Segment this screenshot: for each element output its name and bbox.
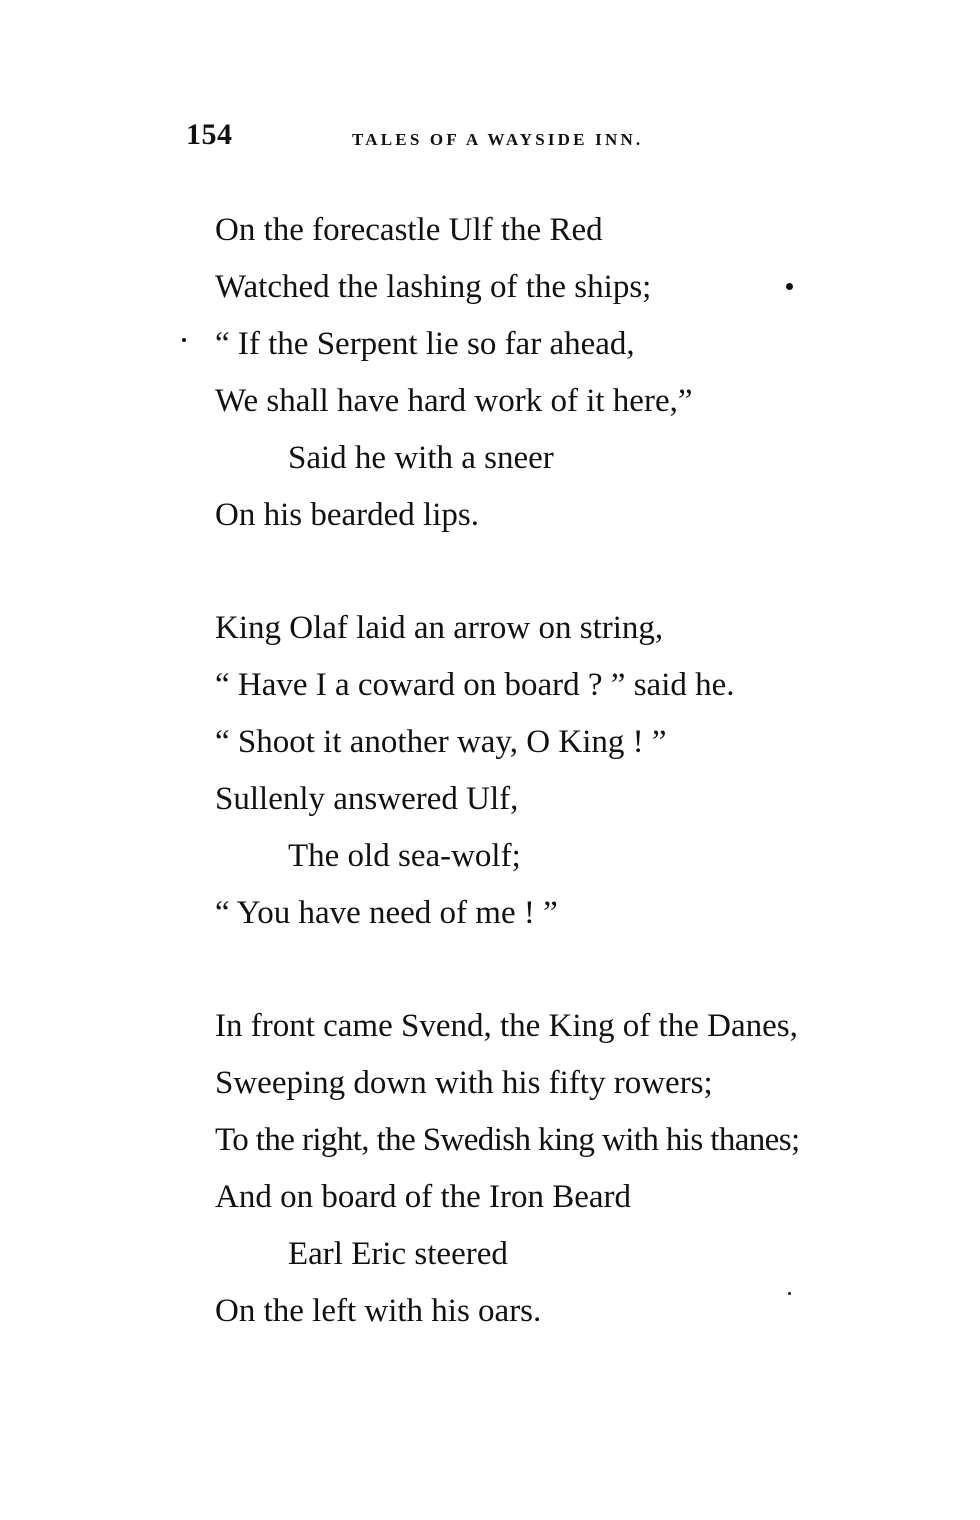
poem-line: We shall have hard work of it here,”: [215, 383, 693, 419]
poem-line: “ If the Serpent lie so far ahead,: [215, 326, 635, 362]
poem-line: On his bearded lips.: [215, 497, 479, 533]
ink-speck: [182, 338, 186, 342]
poem-line-indented: Said he with a sneer: [288, 440, 554, 476]
poem-line: Sullenly answered Ulf,: [215, 781, 519, 817]
poem-line: In front came Svend, the King of the Danes,: [215, 1008, 798, 1044]
page-header: [0, 118, 980, 162]
running-head: TALES OF A WAYSIDE INN.: [352, 130, 644, 149]
poem-line: “ You have need of me ! ”: [215, 895, 558, 931]
poem-line: King Olaf laid an arrow on string,: [215, 610, 664, 646]
poem-line-indented: The old sea-wolf;: [288, 838, 521, 874]
ink-speck: [788, 1292, 791, 1295]
stanza-2: [215, 600, 955, 942]
poem-line: “ Have I a coward on board ? ” said he.: [215, 667, 735, 703]
stanza-1: [215, 202, 955, 544]
poem-line: On the left with his oars.: [215, 1293, 542, 1329]
poem-line: And on board of the Iron Beard: [215, 1179, 632, 1215]
page-number: 154: [186, 118, 233, 151]
poem-line: Watched the lashing of the ships;: [215, 269, 652, 305]
poem-line: On the forecastle Ulf the Red: [215, 212, 603, 248]
stanza-3: [215, 998, 955, 1340]
poem-line: “ Shoot it another way, O King ! ”: [215, 724, 667, 760]
ink-speck: [786, 283, 793, 290]
poem-line: To the right, the Swedish king with his thanes;: [215, 1122, 800, 1158]
poem-line: Sweeping down with his fifty rowers;: [215, 1065, 713, 1101]
poem-line-indented: Earl Eric steered: [288, 1236, 508, 1272]
poem-body: [215, 202, 955, 1396]
